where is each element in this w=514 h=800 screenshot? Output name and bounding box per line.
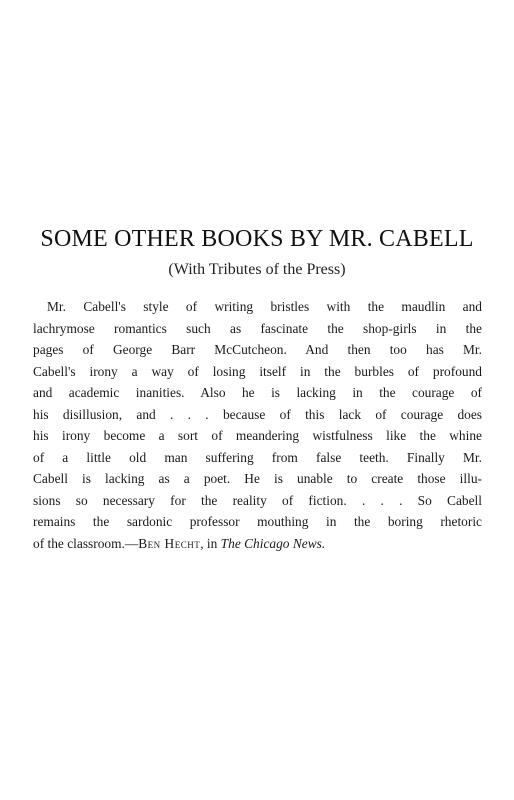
quote-line: of a little old man suffering from false teeth. Finally Mr. bbox=[33, 449, 482, 465]
quote-line: pages of George Barr McCutcheon. And then too has Mr. bbox=[33, 342, 482, 357]
quote-line: lachrymose romantics such as fascinate the shop-girls in the bbox=[33, 320, 482, 336]
quote-final-text: of the classroom.— bbox=[33, 535, 139, 551]
attribution-author: Ben Hecht bbox=[138, 535, 201, 551]
quote-line: and academic inanities. Also he is lacking in the courage of bbox=[33, 385, 482, 400]
attribution-connector: , in bbox=[200, 535, 221, 551]
press-quote bbox=[33, 296, 482, 554]
quote-line: Mr. Cabell's style of writing bristles with the maudlin and bbox=[47, 299, 482, 314]
quote-final-line bbox=[33, 533, 482, 555]
page-subtitle: (With Tributes of the Press) bbox=[168, 261, 346, 278]
quote-line: Cabell's irony a way of losing itself in the burbles of profound bbox=[33, 363, 482, 379]
quote-line: his irony become a sort of meandering wistfulness like the whine bbox=[33, 428, 482, 443]
quote-line: remains the sardonic professor mouthing in the boring rhetoric bbox=[33, 514, 482, 529]
attribution-source: The Chicago News. bbox=[220, 535, 326, 551]
quote-line: his disillusion, and . . . because of this lack of courage does bbox=[33, 406, 482, 422]
quote-line: Cabell is lacking as a poet. He is unable to create those illu- bbox=[33, 471, 482, 486]
page-title: SOME OTHER BOOKS BY MR. CABELL bbox=[40, 226, 474, 252]
quote-line: sions so necessary for the reality of fiction. . . . So Cabell bbox=[33, 492, 482, 508]
